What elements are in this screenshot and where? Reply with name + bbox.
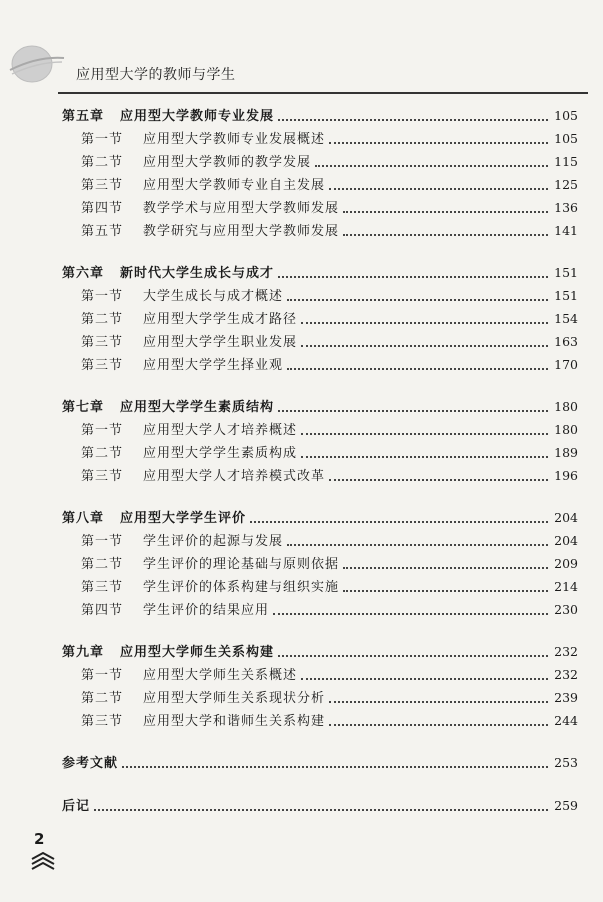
entry-title: 应用型大学学生择业观 [143,358,284,373]
entry-number: 第一节 [81,132,124,147]
section-entry[interactable] [62,464,578,487]
section-entry[interactable] [62,686,578,709]
section-entry[interactable] [62,196,578,219]
chapter-entry[interactable] [62,506,578,529]
entry-number: 第九章 [62,645,105,660]
entry-number: 第八章 [62,511,105,526]
entry-number: 第四节 [81,201,124,216]
entry-page-number: 136 [554,200,578,215]
entry-page-number: 244 [554,713,578,728]
section-entry[interactable] [62,127,578,150]
chapter-entry[interactable] [62,261,578,284]
section-entry[interactable] [62,418,578,441]
dot-leader [278,276,548,278]
entry-title: 应用型大学和谐师生关系构建 [143,714,326,729]
dot-leader [278,410,548,412]
entry-title: 大学生成长与成才概述 [143,289,284,304]
entry-page-number: 189 [554,445,578,460]
entry-number: 第二节 [81,446,124,461]
entry-number: 第三节 [81,580,124,595]
entry-title: 学生评价的结果应用 [143,603,270,618]
dot-leader [278,655,548,657]
entry-title: 新时代大学生成长与成才 [120,266,275,281]
entry-page-number: 154 [554,311,578,326]
entry-page-number: 141 [554,223,578,238]
entry-number: 第三节 [81,714,124,729]
dot-leader [122,766,548,768]
entry-number: 第五章 [62,109,105,124]
dot-leader [301,322,548,324]
entry-title: 应用型大学学生素质构成 [143,446,298,461]
section-entry[interactable] [62,353,578,376]
entry-title: 应用型大学师生关系构建 [120,645,275,660]
dot-leader [315,165,548,167]
chapter-block [62,506,578,621]
chapter-entry[interactable] [62,640,578,663]
entry-title: 应用型大学师生关系概述 [143,668,298,683]
entry-number: 第三节 [81,178,124,193]
entry-page-number: 151 [554,265,578,280]
dot-leader [278,119,548,121]
section-entry[interactable] [62,307,578,330]
table-of-contents [62,104,578,837]
dot-leader [287,544,548,546]
back-matter-entry[interactable] [62,751,578,774]
entry-page-number: 232 [554,644,578,659]
entry-number: 第二节 [81,312,124,327]
entry-page-number: 115 [554,154,578,169]
entry-title: 学生评价的理论基础与原则依据 [143,557,340,572]
entry-number: 第四节 [81,603,124,618]
entry-page-number: 125 [554,177,578,192]
dot-leader [250,521,548,523]
dot-leader [343,211,548,213]
entry-title: 应用型大学人才培养概述 [143,423,298,438]
entry-page-number: 163 [554,334,578,349]
chapter-block [62,640,578,732]
dot-leader [343,567,548,569]
entry-number: 第三节 [81,469,124,484]
entry-title: 应用型大学教师的教学发展 [143,155,312,170]
chapter-block [62,104,578,242]
entry-page-number: 209 [554,556,578,571]
entry-title: 后记 [62,799,91,814]
dot-leader [343,234,548,236]
entry-page-number: 180 [554,422,578,437]
dot-leader [273,613,548,615]
section-entry[interactable] [62,575,578,598]
entry-page-number: 196 [554,468,578,483]
section-entry[interactable] [62,284,578,307]
chapter-entry[interactable] [62,104,578,127]
section-entry[interactable] [62,529,578,552]
section-entry[interactable] [62,663,578,686]
section-entry[interactable] [62,441,578,464]
entry-page-number: 239 [554,690,578,705]
entry-page-number: 180 [554,399,578,414]
section-entry[interactable] [62,150,578,173]
entry-title: 应用型大学学生成才路径 [143,312,298,327]
entry-page-number: 214 [554,579,578,594]
entry-number: 第一节 [81,289,124,304]
dot-leader [329,142,548,144]
dot-leader [301,345,548,347]
entry-page-number: 259 [554,798,578,813]
entry-number: 第三节 [81,335,124,350]
entry-title: 应用型大学师生关系现状分析 [143,691,326,706]
entry-page-number: 204 [554,533,578,548]
section-entry[interactable] [62,173,578,196]
dot-leader [301,433,548,435]
entry-title: 应用型大学学生素质结构 [120,400,275,415]
dot-leader [287,299,548,301]
entry-number: 第六章 [62,266,105,281]
entry-number: 第二节 [81,155,124,170]
dot-leader [329,188,548,190]
entry-title: 应用型大学教师专业发展 [120,109,275,124]
entry-number: 第一节 [81,534,124,549]
section-entry[interactable] [62,598,578,621]
entry-title: 应用型大学教师专业发展概述 [143,132,326,147]
dot-leader [329,724,548,726]
planet-icon [8,44,66,84]
entry-page-number: 230 [554,602,578,617]
section-entry[interactable] [62,552,578,575]
entry-number: 第一节 [81,668,124,683]
dot-leader [329,479,548,481]
entry-title: 教学学术与应用型大学教师发展 [143,201,340,216]
chapter-entry[interactable] [62,395,578,418]
dot-leader [301,678,548,680]
entry-title: 应用型大学学生评价 [120,511,247,526]
entry-page-number: 105 [554,131,578,146]
entry-number: 第一节 [81,423,124,438]
entry-page-number: 204 [554,510,578,525]
wave-ornament-icon [30,850,56,872]
running-header: 应用型大学的教师与学生 [76,67,236,83]
entry-title: 应用型大学学生职业发展 [143,335,298,350]
entry-number: 第三节 [81,358,124,373]
entry-title: 参考文献 [62,756,119,771]
entry-page-number: 105 [554,108,578,123]
section-entry[interactable] [62,709,578,732]
page-number: 2 [34,830,45,848]
entry-page-number: 232 [554,667,578,682]
entry-title: 应用型大学人才培养模式改革 [143,469,326,484]
entry-title: 学生评价的起源与发展 [143,534,284,549]
dot-leader [343,590,548,592]
header-divider [58,92,588,94]
entry-title: 教学研究与应用型大学教师发展 [143,224,340,239]
dot-leader [329,701,548,703]
chapter-block [62,261,578,376]
entry-number: 第七章 [62,400,105,415]
entry-page-number: 151 [554,288,578,303]
entry-title: 应用型大学教师专业自主发展 [143,178,326,193]
entry-number: 第二节 [81,691,124,706]
entry-page-number: 170 [554,357,578,372]
dot-leader [301,456,548,458]
section-entry[interactable] [62,330,578,353]
entry-page-number: 253 [554,755,578,770]
entry-title: 学生评价的体系构建与组织实施 [143,580,340,595]
chapter-block [62,395,578,487]
entry-number: 第二节 [81,557,124,572]
entry-number: 第五节 [81,224,124,239]
dot-leader [287,368,548,370]
dot-leader [94,809,548,811]
back-matter-entry[interactable] [62,794,578,817]
section-entry[interactable] [62,219,578,242]
